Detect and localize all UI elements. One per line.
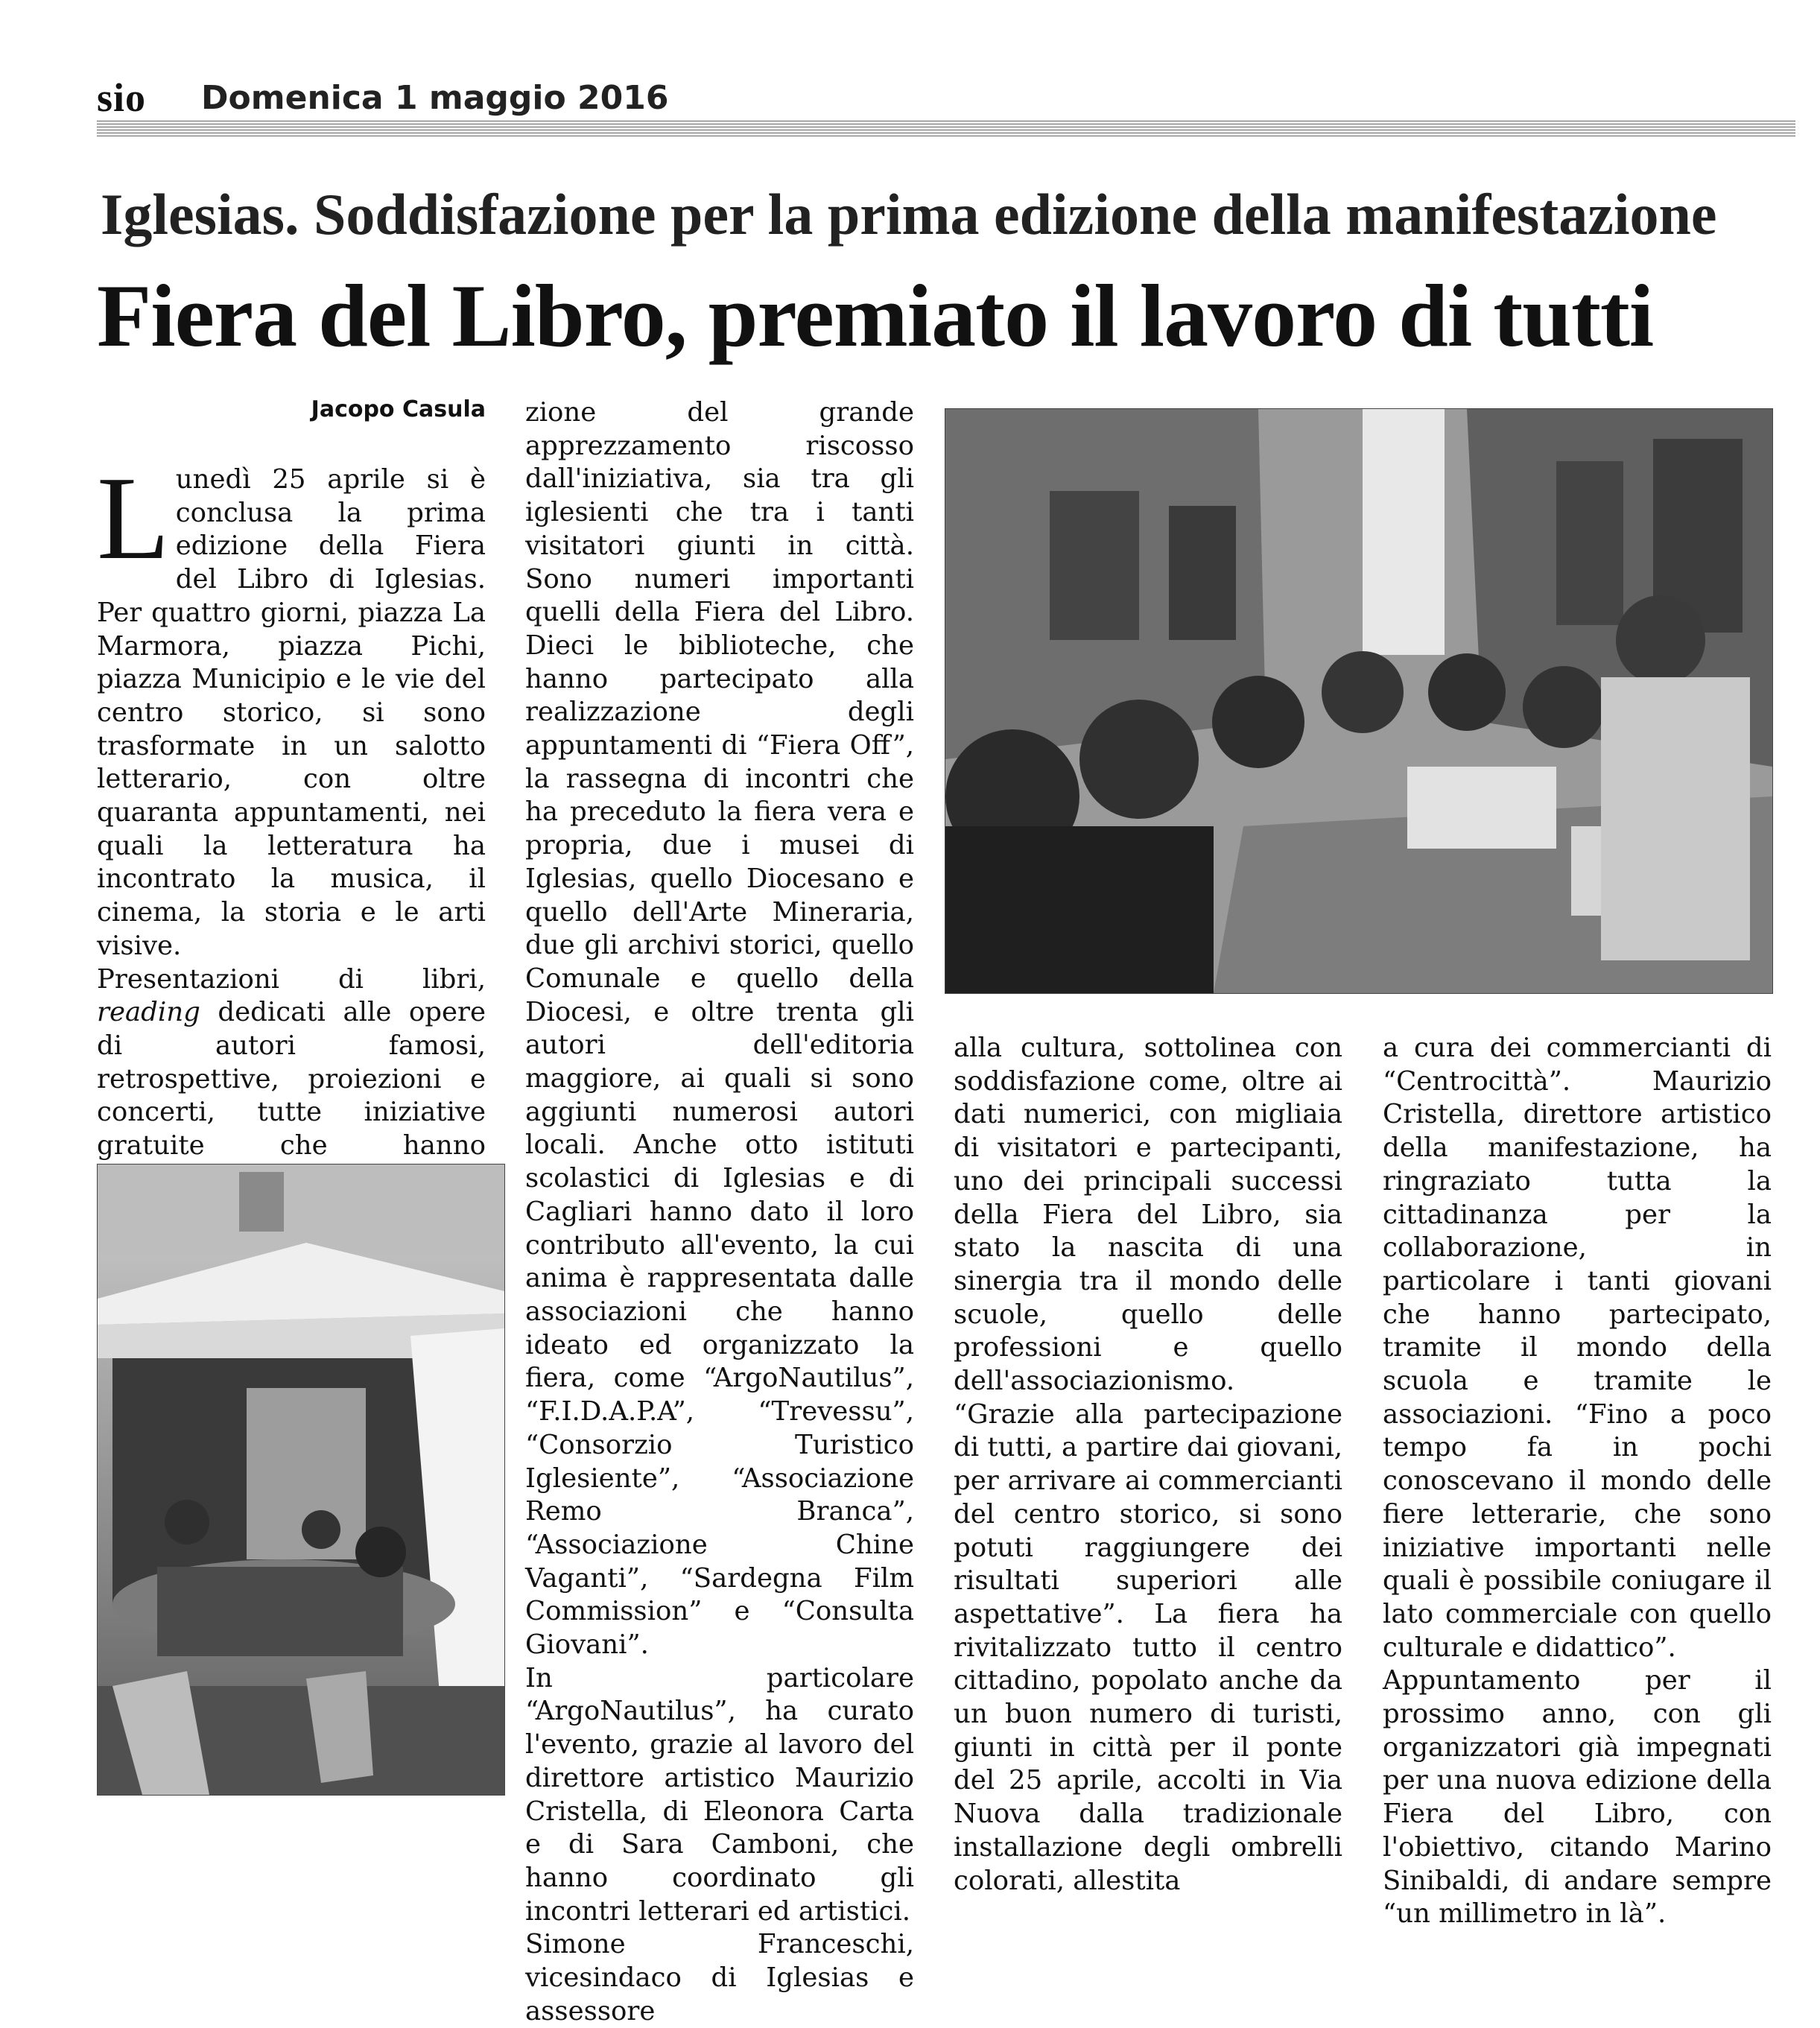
column-2 bbox=[525, 396, 914, 2027]
paragraph: In particolare “ArgoNautilus”, ha curato l'evento, grazie al lavoro del direttore artistico Maurizio Cristella, di Eleonora Carta e di Sara Camboni, che hanno coordinato gli incontri letterari ed artistici. bbox=[525, 1662, 914, 1927]
article-headline: Fiera del Libro, premiato il lavoro di tutti bbox=[97, 266, 1654, 365]
photo-children-at-stand bbox=[945, 408, 1773, 994]
paragraph: Appuntamento per il prossimo anno, con gli organizzatori già impegnati per una nuova edizione della Fiera del Libro, con l'obiettivo, citando Marino Sinibaldi, di andare sempre “un millimetro in là”. bbox=[1383, 1665, 1772, 1930]
paragraph: Presentazioni di libri, reading dedicati alle opere di autori famosi, retrospettive, proiezioni e concerti, tutte iniziative gratuite che hanno bbox=[97, 963, 486, 1162]
drop-cap: L bbox=[97, 451, 170, 584]
paragraph: a cura dei commercianti di “Centrocittà”. Maurizio Cristella, direttore artistico della manifestazione, ha ringraziato tutta la cittadinanza per la collaborazione, in particolare i tanti giovani che hanno partecipato, tramite il mondo della scuola e tramite le associazioni. “Fino a poco tempo fa in pochi conoscevano il mondo delle fiere letterarie, che sono iniziative importanti nelle quali è possibile coniugare il lato commerciale con quello culturale e didattico”. bbox=[1383, 1033, 1772, 1663]
paragraph bbox=[97, 451, 486, 963]
paragraph: Simone Franceschi, vicesindaco di Iglesias e assessore bbox=[525, 1929, 914, 2027]
column-3 bbox=[954, 1032, 1342, 1896]
italic-word: reading bbox=[97, 997, 200, 1028]
masthead-rule bbox=[97, 121, 1795, 137]
issue-date: Domenica 1 maggio 2016 bbox=[201, 79, 669, 117]
column-1 bbox=[97, 451, 486, 1162]
article-kicker: Iglesias. Soddisfazione per la prima edizione della manifestazione bbox=[101, 182, 1717, 247]
photo-gazebo-tables bbox=[97, 1164, 505, 1796]
paragraph: alla cultura, sottolinea con soddisfazione come, oltre ai dati numerici, con migliaia di visitatori e partecipanti, uno dei principali successi della Fiera del Libro, sia stato la nascita di una sinergia tra il mondo delle scuole, quello delle professioni e quello dell'associazionismo. “Grazie alla partecipazione di tutti, a partire dai giovani, per arrivare ai commercianti del centro storico, si sono potuti raggiungere dei risultati superiori alle aspettative”. La fiera ha rivitalizzato tutto il centro cittadino, popolato anche da un buon numero di turisti, giunti in città per il ponte del 25 aprile, accolti in Via Nuova dalla tradizionale installazione degli ombrelli colorati, allestita bbox=[954, 1033, 1342, 1896]
paper-name: sio bbox=[97, 75, 147, 120]
paragraph-text: unedì 25 aprile si è conclusa la prima edizione della Fiera del Libro di Iglesias. Per quattro giorni, piazza La Marmora, piazza Pichi, piazza Municipio e le vie del centro storico, si sono trasformate in un salotto letterario, con oltre quaranta appuntamenti, nei quali la letteratura ha incontrato la musica, il cinema, la storia e le arti visive. bbox=[97, 464, 486, 961]
masthead bbox=[97, 75, 1795, 127]
paragraph: zione del grande apprezzamento riscosso dall'iniziativa, sia tra gli iglesienti che tra i tanti visitatori giunti in città. Sono numeri importanti quelli della Fiera del Libro. Dieci le biblioteche, che hanno partecipato alla realizzazione degli appuntamenti di “Fiera Off”, la rassegna di incontri che ha preceduto la fiera vera e propria, due i musei di Iglesias, quello Diocesano e quello dell'Arte Mineraria, due gli archivi storici, quello Comunale e quello della Diocesi, e oltre trenta gli autori dell'editoria maggiore, ai quali si sono aggiunti numerosi autori locali. Anche otto istituti scolastici di Iglesias e di Cagliari hanno dato il loro contributo all'evento, la cui anima è rappresentata dalle associazioni che hanno ideato ed organizzato la fiera, come “ArgoNautilus”, “F.I.D.A.P.A”, “Trevessu”, “Consorzio Turistico Iglesiente”, “Associazione Remo Branca”, “Associazione Chine Vaganti”, “Sardegna Film Commission” e “Consulta Giovani”. bbox=[525, 397, 914, 1661]
column-4 bbox=[1383, 1032, 1772, 1930]
byline: Jacopo Casula bbox=[311, 396, 486, 422]
